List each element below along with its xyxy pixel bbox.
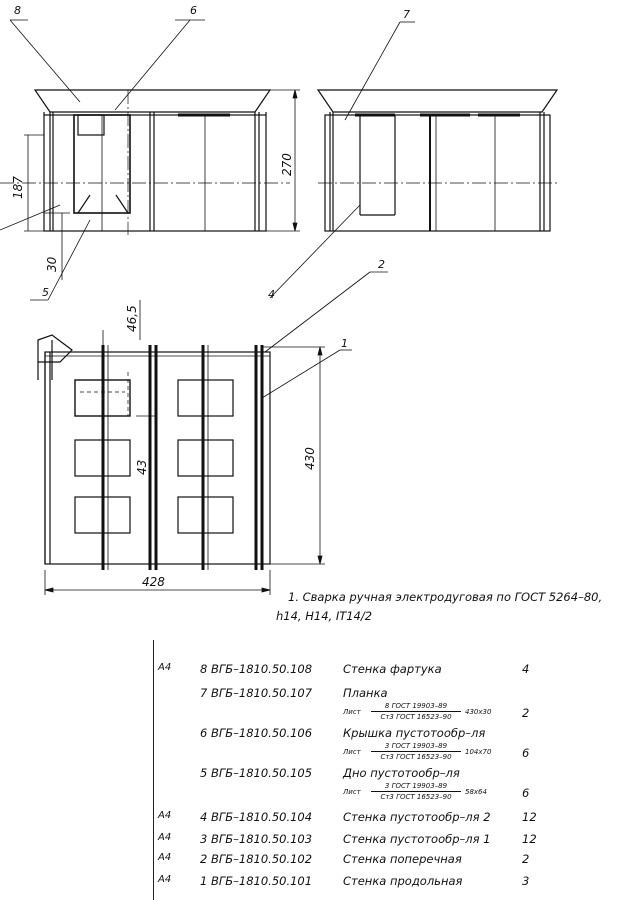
spec-name: Стенка продольная <box>343 874 463 888</box>
dim-270-text: 270 <box>280 153 294 176</box>
spec-format: А4 <box>158 662 172 673</box>
spec-name: Стенка фартука <box>343 662 442 676</box>
note-line-1: 1. Сварка ручная электродуговая по ГОСТ 5264–80, <box>288 590 603 604</box>
spec-name: Стенка поперечная <box>343 852 462 866</box>
dim-187-text: 187 <box>11 176 25 199</box>
spec-qty: 6 <box>522 786 530 800</box>
spec-code: 4 ВГБ–1810.50.104 <box>200 810 313 824</box>
leaders-plan <box>262 272 388 398</box>
material-gost-steel: Ст3 ГОСТ 16523–90 <box>380 753 452 761</box>
technical-notes <box>276 588 640 626</box>
side-view <box>318 90 560 231</box>
spec-format: А4 <box>158 832 172 843</box>
spec-qty: 2 <box>522 852 530 866</box>
spec-code: 1 ВГБ–1810.50.101 <box>200 874 313 888</box>
material-gost-sheet: 8 ГОСТ 19903–89 <box>371 702 461 712</box>
spec-name: Крышка пустотообр–ля <box>343 726 486 740</box>
spec-name: Дно пустотообр–ля <box>343 766 460 780</box>
spec-material-qty-row <box>0 706 640 726</box>
dim-30-text: 30 <box>45 256 59 272</box>
spec-format: А4 <box>158 810 172 821</box>
dim-428-text: 428 <box>142 575 165 589</box>
callout-1: 1 <box>341 337 348 350</box>
specification-table <box>0 640 640 900</box>
spec-name: Планка <box>343 686 388 700</box>
spec-code: 7 ВГБ–1810.50.107 <box>200 686 313 700</box>
callout-6: 6 <box>190 4 197 17</box>
spec-code: 6 ВГБ–1810.50.106 <box>200 726 313 740</box>
note-line-2: h14, H14, IT14/2 <box>276 609 373 623</box>
dim-430-text: 430 <box>303 447 317 470</box>
spec-format: А4 <box>158 874 172 885</box>
material-gost-sheet: 3 ГОСТ 19903–89 <box>371 742 461 752</box>
callout-4: 4 <box>268 288 275 301</box>
spec-qty: 3 <box>522 874 530 888</box>
spec-code: 5 ВГБ–1810.50.105 <box>200 766 313 780</box>
spec-row <box>0 832 640 852</box>
material-type: Лист <box>343 748 361 756</box>
spec-row <box>0 686 640 706</box>
spec-qty: 6 <box>522 746 530 760</box>
callout-8: 8 <box>14 4 21 17</box>
spec-code: 8 ВГБ–1810.50.108 <box>200 662 313 676</box>
material-gost-sheet: 3 ГОСТ 19903–89 <box>371 782 461 792</box>
spec-qty: 12 <box>522 810 537 824</box>
spec-material-qty-row <box>0 746 640 766</box>
spec-qty: 12 <box>522 832 537 846</box>
spec-row <box>0 662 640 682</box>
spec-name: Стенка пустотообр–ля 1 <box>343 832 491 846</box>
material-type: Лист <box>343 708 361 716</box>
front-view <box>0 90 290 235</box>
spec-material-qty-row <box>0 786 640 806</box>
material-size: 430х30 <box>465 708 492 716</box>
spec-row <box>0 852 640 872</box>
spec-code: 3 ВГБ–1810.50.103 <box>200 832 313 846</box>
spec-row <box>0 810 640 830</box>
leaders-front <box>0 20 205 300</box>
dim-46-5-text: 46,5 <box>125 305 139 332</box>
spec-qty: 2 <box>522 706 530 720</box>
spec-row <box>0 874 640 894</box>
spec-row <box>0 726 640 746</box>
material-size: 58х64 <box>465 788 487 796</box>
material-type: Лист <box>343 788 361 796</box>
material-gost-steel: Ст3 ГОСТ 16523–90 <box>380 713 452 721</box>
material-gost-steel: Ст3 ГОСТ 16523–90 <box>380 793 452 801</box>
callout-2: 2 <box>378 258 385 271</box>
spec-format: А4 <box>158 852 172 863</box>
plan-view <box>38 335 270 570</box>
dim-43-text: 43 <box>135 459 149 475</box>
spec-code: 2 ВГБ–1810.50.102 <box>200 852 313 866</box>
callout-7: 7 <box>403 8 410 21</box>
spec-row <box>0 766 640 786</box>
callout-5: 5 <box>42 286 49 299</box>
spec-qty: 4 <box>522 662 530 676</box>
spec-name: Стенка пустотообр–ля 2 <box>343 810 491 824</box>
material-size: 104х70 <box>465 748 492 756</box>
